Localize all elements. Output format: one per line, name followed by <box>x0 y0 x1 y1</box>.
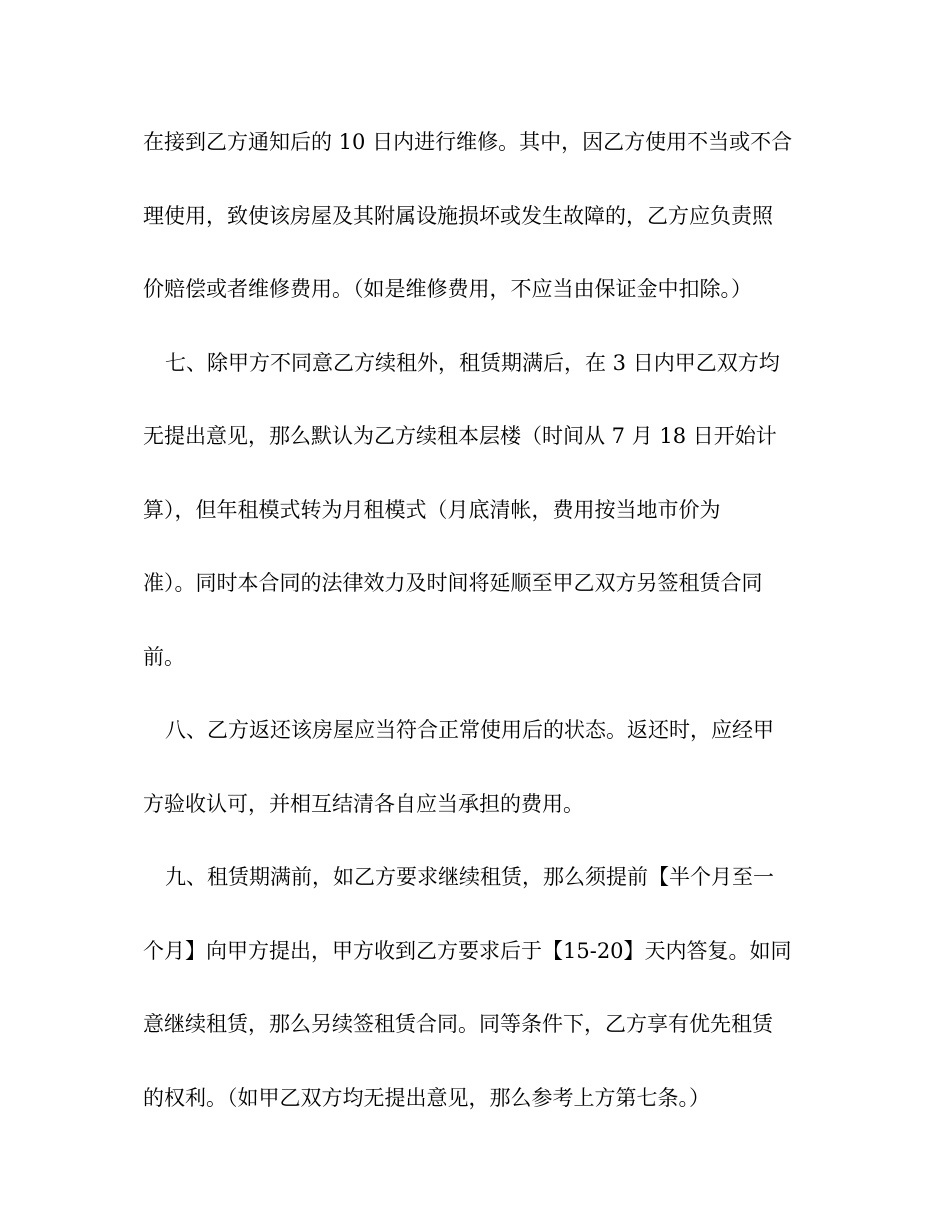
text-line: 前。 <box>143 645 185 669</box>
text-line: 的权利。（如甲乙双方均无提出意见，那么参考上方第七条。） <box>143 1086 710 1110</box>
text-line: 个月】向甲方提出，甲方收到乙方要求后于【15-20】天内答复。如同 <box>143 939 792 963</box>
text-line: 意继续租赁，那么另续签租赁合同。同等条件下，乙方享有优先租赁 <box>143 1012 773 1036</box>
text-line: 算），但年租模式转为月租模式（月底清帐，费用按当地市价为 <box>143 498 721 522</box>
text-line: 方验收认可，并相互结清各自应当承担的费用。 <box>143 792 584 816</box>
clause-eight-start: 八、乙方返还该房屋应当符合正常使用后的状态。返还时，应经甲 <box>165 718 774 742</box>
text-line: 在接到乙方通知后的 10 日内进行维修。其中，因乙方使用不当或不合 <box>143 130 793 154</box>
text-line: 无提出意见，那么默认为乙方续租本层楼（时间从 7 月 18 日开始计 <box>143 424 777 448</box>
text-line: 价赔偿或者维修费用。（如是维修费用，不应当由保证金中扣除。） <box>143 277 752 301</box>
text-line: 理使用，致使该房屋及其附属设施损坏或发生故障的，乙方应负责照 <box>143 204 773 228</box>
clause-nine-start: 九、租赁期满前，如乙方要求继续租赁，那么须提前【半个月至一 <box>165 865 774 889</box>
text-line: 准）。同时本合同的法律效力及时间将延顺至甲乙双方另签租赁合同 <box>143 571 763 595</box>
clause-seven-start: 七、除甲方不同意乙方续租外，租赁期满后，在 3 日内甲乙双方均 <box>165 351 780 375</box>
